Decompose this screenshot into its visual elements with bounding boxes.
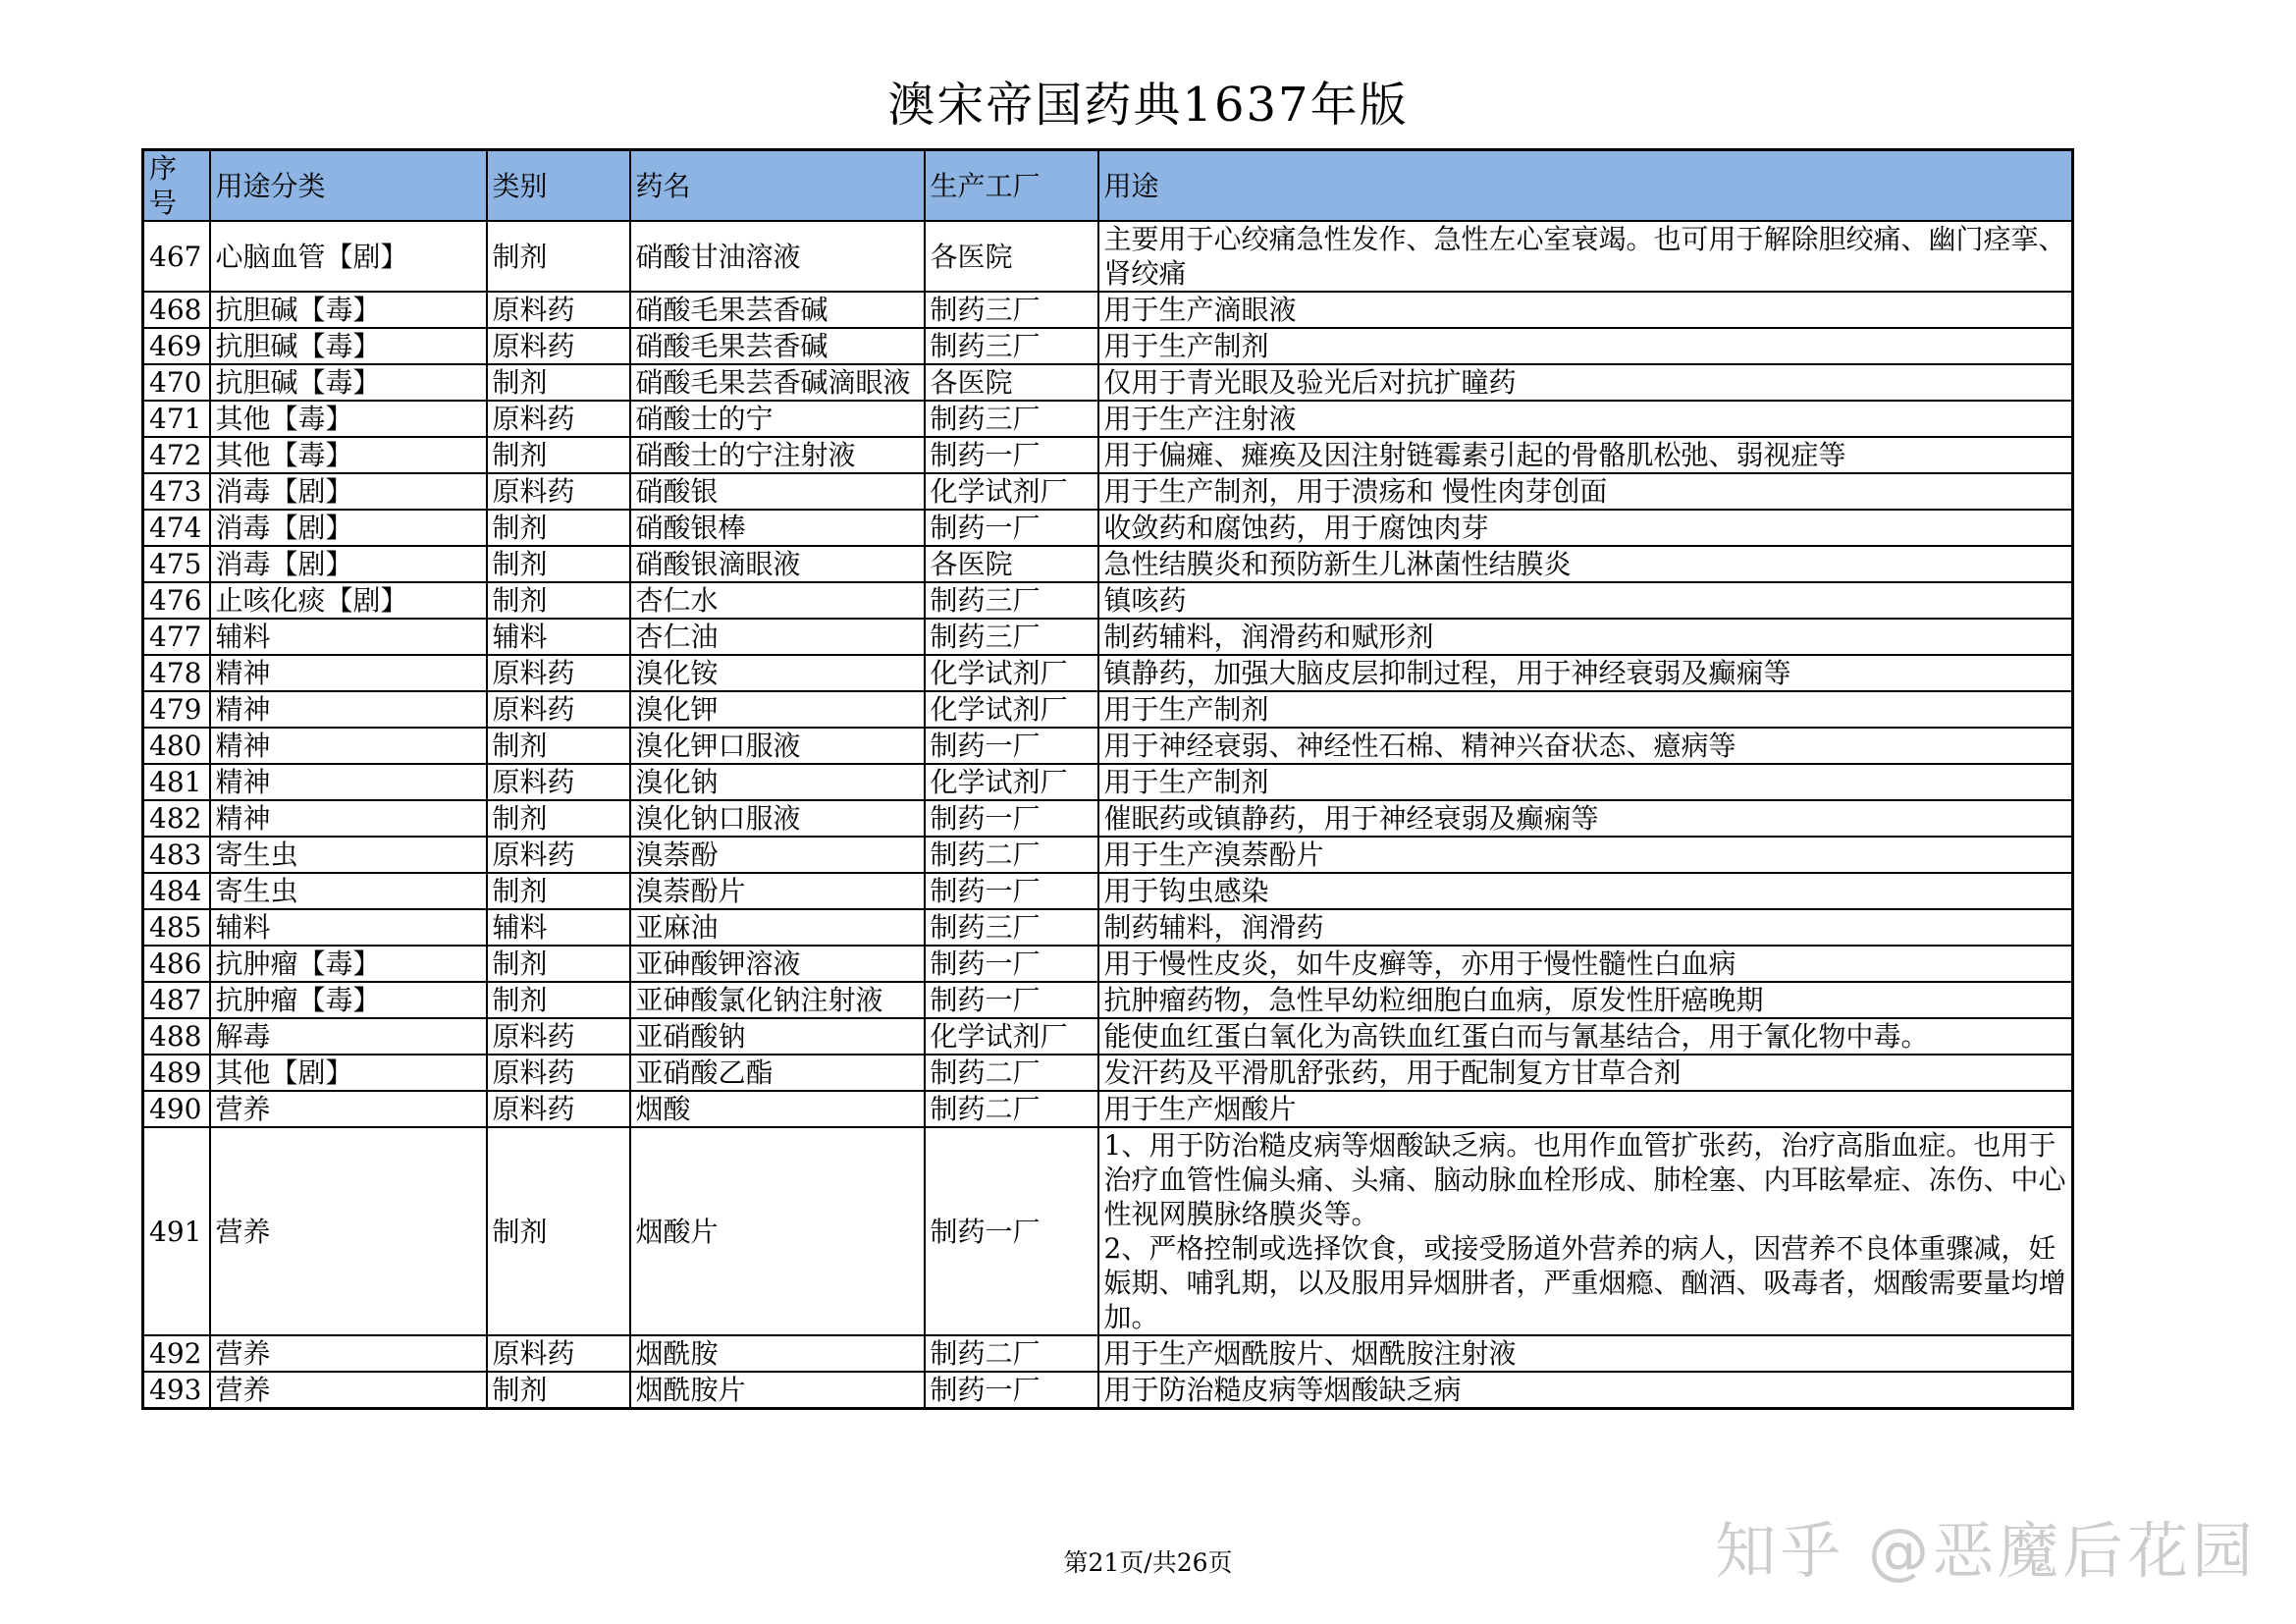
table-row: [143, 328, 2073, 364]
table-row: [143, 837, 2073, 873]
cell-drug-name: 烟酰胺片: [630, 1372, 925, 1409]
cell-number: 469: [143, 328, 210, 364]
cell-drug-name: 溴化钠: [630, 764, 925, 800]
table-row: [143, 619, 2073, 655]
cell-drug-name: 杏仁水: [630, 582, 925, 619]
cell-usage: 能使血红蛋白氧化为高铁血红蛋白而与氰基结合，用于氰化物中毒。: [1098, 1018, 2073, 1055]
cell-drug-name: 溴化钾口服液: [630, 728, 925, 764]
cell-type: 原料药: [487, 1091, 630, 1127]
cell-drug-name: 硝酸毛果芸香碱滴眼液: [630, 364, 925, 401]
cell-drug-name: 硝酸士的宁注射液: [630, 437, 925, 473]
cell-factory: 化学试剂厂: [925, 764, 1098, 800]
cell-category: 消毒【剧】: [210, 473, 487, 510]
cell-category: 营养: [210, 1091, 487, 1127]
table-row: [143, 292, 2073, 328]
cell-type: 制剂: [487, 510, 630, 546]
cell-factory: 各医院: [925, 546, 1098, 582]
cell-type: 制剂: [487, 982, 630, 1018]
cell-usage: 用于生产滴眼液: [1098, 292, 2073, 328]
cell-factory: 化学试剂厂: [925, 691, 1098, 728]
cell-type: 原料药: [487, 473, 630, 510]
cell-category: 抗胆碱【毒】: [210, 328, 487, 364]
cell-number: 492: [143, 1335, 210, 1372]
cell-usage: 主要用于心绞痛急性发作、急性左心室衰竭。也可用于解除胆绞痛、幽门痉挛、肾绞痛: [1098, 221, 2073, 292]
cell-category: 精神: [210, 691, 487, 728]
cell-usage: 急性结膜炎和预防新生儿淋菌性结膜炎: [1098, 546, 2073, 582]
cell-drug-name: 亚硝酸乙酯: [630, 1055, 925, 1091]
cell-number: 471: [143, 401, 210, 437]
cell-type: 制剂: [487, 221, 630, 292]
column-header-drug-name: 药名: [630, 150, 925, 222]
cell-number: 470: [143, 364, 210, 401]
cell-number: 488: [143, 1018, 210, 1055]
table-row: [143, 1127, 2073, 1335]
cell-type: 原料药: [487, 1055, 630, 1091]
cell-type: 原料药: [487, 764, 630, 800]
cell-factory: 制药一厂: [925, 800, 1098, 837]
cell-usage: 用于偏瘫、瘫痪及因注射链霉素引起的骨骼肌松弛、弱视症等: [1098, 437, 2073, 473]
cell-category: 寄生虫: [210, 837, 487, 873]
table-row: [143, 582, 2073, 619]
table-row: [143, 1091, 2073, 1127]
column-header-type: 类别: [487, 150, 630, 222]
cell-number: 482: [143, 800, 210, 837]
cell-category: 精神: [210, 764, 487, 800]
table-row: [143, 1335, 2073, 1372]
cell-drug-name: 硝酸甘油溶液: [630, 221, 925, 292]
cell-type: 制剂: [487, 546, 630, 582]
cell-category: 精神: [210, 655, 487, 691]
cell-type: 制剂: [487, 1372, 630, 1409]
cell-category: 精神: [210, 728, 487, 764]
cell-number: 484: [143, 873, 210, 909]
table-row: [143, 437, 2073, 473]
watermark: 知乎 @恶魔后花园: [1715, 1515, 2257, 1587]
table-row: [143, 221, 2073, 292]
cell-factory: 制药一厂: [925, 946, 1098, 982]
cell-category: 抗胆碱【毒】: [210, 292, 487, 328]
cell-drug-name: 硝酸士的宁: [630, 401, 925, 437]
cell-number: 476: [143, 582, 210, 619]
cell-type: 制剂: [487, 946, 630, 982]
table-body: [143, 221, 2073, 1409]
table-header-row: [143, 150, 2073, 222]
cell-factory: 制药三厂: [925, 619, 1098, 655]
cell-category: 辅料: [210, 619, 487, 655]
cell-usage: 用于生产注射液: [1098, 401, 2073, 437]
cell-number: 479: [143, 691, 210, 728]
cell-type: 制剂: [487, 364, 630, 401]
cell-category: 精神: [210, 800, 487, 837]
cell-type: 原料药: [487, 292, 630, 328]
cell-usage: 镇咳药: [1098, 582, 2073, 619]
cell-usage: 收敛药和腐蚀药，用于腐蚀肉芽: [1098, 510, 2073, 546]
cell-factory: 制药二厂: [925, 837, 1098, 873]
table-row: [143, 946, 2073, 982]
cell-factory: 化学试剂厂: [925, 473, 1098, 510]
cell-factory: 化学试剂厂: [925, 1018, 1098, 1055]
cell-usage: 用于生产溴萘酚片: [1098, 837, 2073, 873]
cell-category: 营养: [210, 1335, 487, 1372]
cell-factory: 各医院: [925, 221, 1098, 292]
cell-usage: 用于生产烟酰胺片、烟酰胺注射液: [1098, 1335, 2073, 1372]
cell-drug-name: 溴萘酚片: [630, 873, 925, 909]
cell-drug-name: 杏仁油: [630, 619, 925, 655]
cell-factory: 制药二厂: [925, 1335, 1098, 1372]
cell-number: 474: [143, 510, 210, 546]
cell-drug-name: 溴化钠口服液: [630, 800, 925, 837]
cell-usage: 用于生产制剂: [1098, 691, 2073, 728]
cell-usage: 仅用于青光眼及验光后对抗扩瞳药: [1098, 364, 2073, 401]
cell-usage: 发汗药及平滑肌舒张药，用于配制复方甘草合剂: [1098, 1055, 2073, 1091]
cell-type: 制剂: [487, 582, 630, 619]
cell-usage: 用于慢性皮炎，如牛皮癣等，亦用于慢性髓性白血病: [1098, 946, 2073, 982]
cell-drug-name: 烟酰胺: [630, 1335, 925, 1372]
cell-category: 抗胆碱【毒】: [210, 364, 487, 401]
cell-number: 483: [143, 837, 210, 873]
cell-drug-name: 亚砷酸氯化钠注射液: [630, 982, 925, 1018]
cell-category: 心脑血管【剧】: [210, 221, 487, 292]
cell-type: 制剂: [487, 800, 630, 837]
cell-drug-name: 硝酸毛果芸香碱: [630, 292, 925, 328]
cell-factory: 制药三厂: [925, 328, 1098, 364]
cell-drug-name: 溴化铵: [630, 655, 925, 691]
cell-category: 消毒【剧】: [210, 546, 487, 582]
cell-number: 468: [143, 292, 210, 328]
cell-drug-name: 烟酸: [630, 1091, 925, 1127]
cell-factory: 制药一厂: [925, 1372, 1098, 1409]
cell-drug-name: 溴萘酚: [630, 837, 925, 873]
document-title: 澳宋帝国药典1637年版: [887, 78, 1409, 133]
cell-type: 原料药: [487, 655, 630, 691]
cell-drug-name: 溴化钾: [630, 691, 925, 728]
cell-type: 原料药: [487, 328, 630, 364]
column-header-factory: 生产工厂: [925, 150, 1098, 222]
cell-drug-name: 硝酸银: [630, 473, 925, 510]
cell-usage: 制药辅料，润滑药和赋形剂: [1098, 619, 2073, 655]
cell-category: 其他【剧】: [210, 1055, 487, 1091]
cell-type: 制剂: [487, 873, 630, 909]
cell-factory: 制药一厂: [925, 982, 1098, 1018]
cell-category: 其他【毒】: [210, 401, 487, 437]
cell-type: 原料药: [487, 1018, 630, 1055]
cell-usage: 用于防治糙皮病等烟酸缺乏病: [1098, 1372, 2073, 1409]
cell-factory: 化学试剂厂: [925, 655, 1098, 691]
table-row: [143, 728, 2073, 764]
cell-type: 原料药: [487, 691, 630, 728]
table-row: [143, 982, 2073, 1018]
cell-usage: 用于生产制剂，用于溃疡和 慢性肉芽创面: [1098, 473, 2073, 510]
cell-number: 467: [143, 221, 210, 292]
cell-usage: 催眠药或镇静药，用于神经衰弱及癫痫等: [1098, 800, 2073, 837]
cell-type: 原料药: [487, 837, 630, 873]
cell-number: 478: [143, 655, 210, 691]
cell-type: 原料药: [487, 401, 630, 437]
cell-factory: 制药一厂: [925, 728, 1098, 764]
cell-factory: 制药三厂: [925, 582, 1098, 619]
cell-number: 475: [143, 546, 210, 582]
cell-usage: 用于生产烟酸片: [1098, 1091, 2073, 1127]
cell-factory: 制药二厂: [925, 1055, 1098, 1091]
table-row: [143, 546, 2073, 582]
cell-number: 486: [143, 946, 210, 982]
cell-number: 472: [143, 437, 210, 473]
cell-usage: 用于生产制剂: [1098, 764, 2073, 800]
table-row: [143, 1018, 2073, 1055]
table-row: [143, 909, 2073, 946]
table-row: [143, 364, 2073, 401]
cell-usage: 用于生产制剂: [1098, 328, 2073, 364]
cell-factory: 制药一厂: [925, 873, 1098, 909]
cell-category: 辅料: [210, 909, 487, 946]
cell-number: 490: [143, 1091, 210, 1127]
cell-category: 消毒【剧】: [210, 510, 487, 546]
cell-type: 制剂: [487, 1127, 630, 1335]
cell-number: 491: [143, 1127, 210, 1335]
cell-number: 487: [143, 982, 210, 1018]
table-row: [143, 800, 2073, 837]
table-row: [143, 655, 2073, 691]
table-row: [143, 401, 2073, 437]
cell-drug-name: 硝酸银棒: [630, 510, 925, 546]
cell-number: 481: [143, 764, 210, 800]
cell-category: 营养: [210, 1372, 487, 1409]
table-row: [143, 764, 2073, 800]
cell-usage: 用于神经衰弱、神经性石棉、精神兴奋状态、癔病等: [1098, 728, 2073, 764]
cell-type: 制剂: [487, 728, 630, 764]
cell-number: 493: [143, 1372, 210, 1409]
cell-number: 473: [143, 473, 210, 510]
table-row: [143, 691, 2073, 728]
pharmacopoeia-table: [141, 148, 2074, 1410]
cell-drug-name: 硝酸毛果芸香碱: [630, 328, 925, 364]
cell-drug-name: 烟酸片: [630, 1127, 925, 1335]
cell-number: 477: [143, 619, 210, 655]
cell-drug-name: 亚麻油: [630, 909, 925, 946]
cell-drug-name: 硝酸银滴眼液: [630, 546, 925, 582]
cell-number: 480: [143, 728, 210, 764]
cell-type: 制剂: [487, 437, 630, 473]
cell-usage: 抗肿瘤药物，急性早幼粒细胞白血病，原发性肝癌晚期: [1098, 982, 2073, 1018]
page-number: 第21页/共26页: [1063, 1548, 1233, 1577]
table-row: [143, 1372, 2073, 1409]
cell-category: 止咳化痰【剧】: [210, 582, 487, 619]
cell-category: 抗肿瘤【毒】: [210, 982, 487, 1018]
cell-factory: 制药一厂: [925, 437, 1098, 473]
cell-drug-name: 亚硝酸钠: [630, 1018, 925, 1055]
cell-factory: 制药三厂: [925, 292, 1098, 328]
cell-type: 辅料: [487, 909, 630, 946]
cell-category: 解毒: [210, 1018, 487, 1055]
cell-usage: 制药辅料，润滑药: [1098, 909, 2073, 946]
table-row: [143, 873, 2073, 909]
table-row: [143, 473, 2073, 510]
cell-factory: 制药三厂: [925, 909, 1098, 946]
cell-type: 原料药: [487, 1335, 630, 1372]
cell-drug-name: 亚砷酸钾溶液: [630, 946, 925, 982]
cell-factory: 制药一厂: [925, 510, 1098, 546]
cell-factory: 制药一厂: [925, 1127, 1098, 1335]
cell-category: 其他【毒】: [210, 437, 487, 473]
column-header-number: 序号: [143, 150, 210, 222]
cell-number: 485: [143, 909, 210, 946]
column-header-usage: 用途: [1098, 150, 2073, 222]
cell-factory: 各医院: [925, 364, 1098, 401]
cell-category: 寄生虫: [210, 873, 487, 909]
cell-type: 辅料: [487, 619, 630, 655]
cell-category: 营养: [210, 1127, 487, 1335]
cell-usage: 1、用于防治糙皮病等烟酸缺乏病。也用作血管扩张药，治疗高脂血症。也用于治疗血管性偏头痛、头痛、脑动脉血栓形成、肺栓塞、内耳眩晕症、冻伤、中心性视网膜脉络膜炎等。 2、严格控制或选择饮食，或接受肠道外营养的病人，因营养不良体重骤减，妊娠期、哺乳期，以及服用异烟肼者，严重烟瘾、酗酒、吸毒者，烟酸需要量均增加。: [1098, 1127, 2073, 1335]
cell-number: 489: [143, 1055, 210, 1091]
column-header-category: 用途分类: [210, 150, 487, 222]
table-row: [143, 510, 2073, 546]
cell-factory: 制药三厂: [925, 401, 1098, 437]
cell-usage: 用于钩虫感染: [1098, 873, 2073, 909]
cell-usage: 镇静药，加强大脑皮层抑制过程，用于神经衰弱及癫痫等: [1098, 655, 2073, 691]
cell-factory: 制药二厂: [925, 1091, 1098, 1127]
table-row: [143, 1055, 2073, 1091]
cell-category: 抗肿瘤【毒】: [210, 946, 487, 982]
